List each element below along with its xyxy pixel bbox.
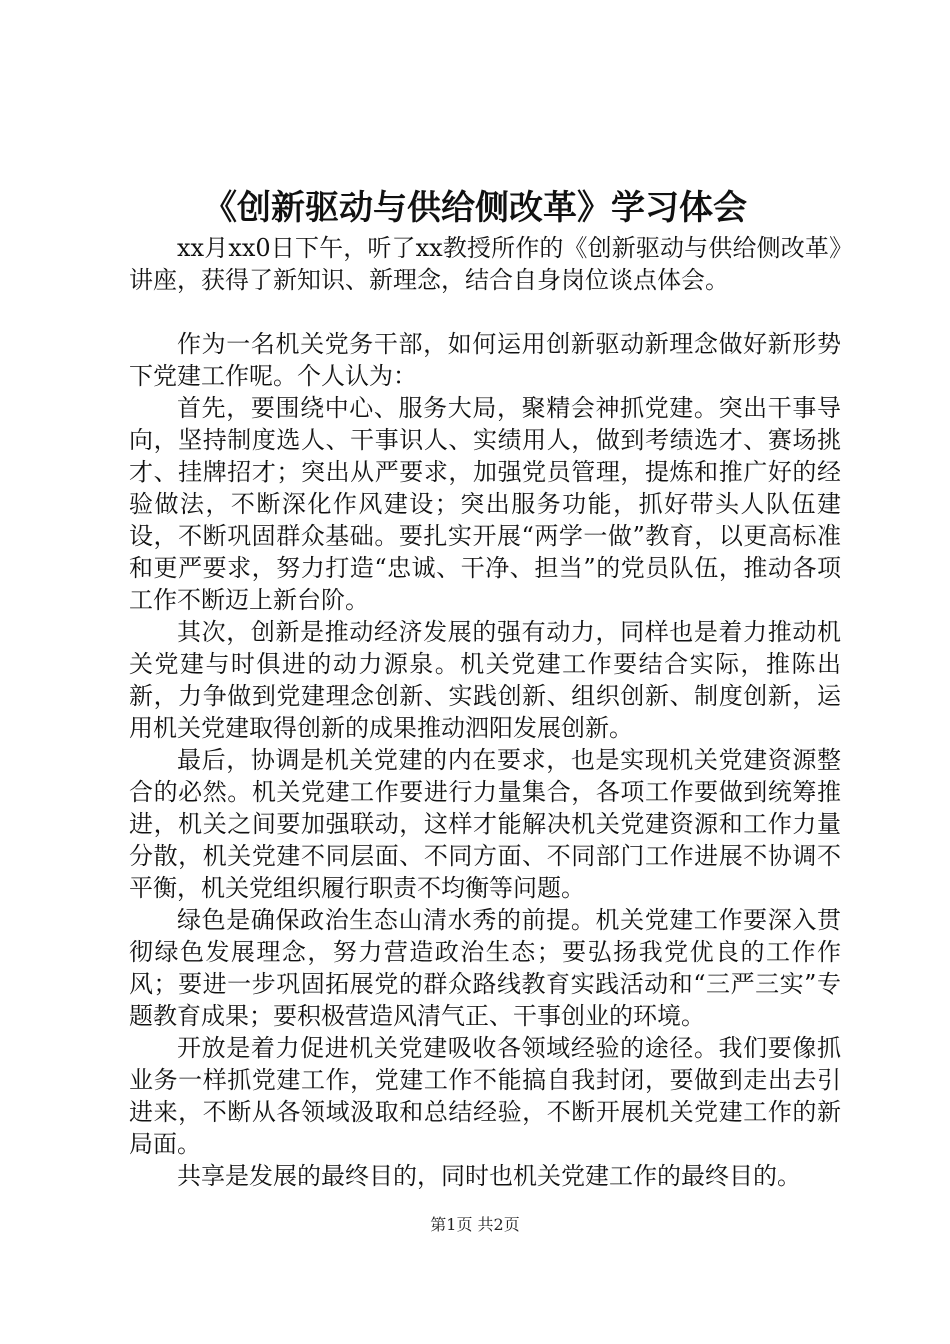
- paragraph-spacer: [129, 296, 841, 328]
- paragraph-first: 首先，要围绕中心、服务大局，聚精会神抓党建。突出干事导向，坚持制度选人、干事识人、实绩用人，做到考绩选才、赛场挑才、挂牌招才；突出从严要求，加强党员管理，提炼和推广好的经验做法，不断深化作风建设；突出服务功能，抓好带头人队伍建设，不断巩固群众基础。要扎实开展“两学一做”教育，以更高标准和更严要求，努力打造“忠诚、干净、担当”的党员队伍，推动各项工作不断迈上新台阶。: [129, 394, 841, 614]
- paragraph-green: 绿色是确保政治生态山清水秀的前提。机关党建工作要深入贯彻绿色发展理念，努力营造政治生态；要弘扬我党优良的工作作风；要进一步巩固拓展党的群众路线教育实践活动和“三严三实”专题教育成果；要积极营造风清气正、干事创业的环境。: [129, 906, 841, 1030]
- paragraph-open: 开放是着力促进机关党建吸收各领域经验的途径。我们要像抓业务一样抓党建工作，党建工作不能搞自我封闭，要做到走出去引进来，不断从各领域汲取和总结经验，不断开展机关党建工作的新局面。: [129, 1034, 841, 1158]
- paragraph-second: 其次，创新是推动经济发展的强有动力，同样也是着力推动机关党建与时俱进的动力源泉。机关党建工作要结合实际，推陈出新，力争做到党建理念创新、实践创新、组织创新、制度创新，运用机关党建取得创新的成果推动泗阳发展创新。: [129, 618, 841, 742]
- paragraph-share: 共享是发展的最终目的，同时也机关党建工作的最终目的。: [177, 1162, 801, 1190]
- document-title: 《创新驱动与供给侧改革》学习体会: [203, 188, 747, 228]
- paragraph-intro: xx月xx0日下午，听了xx教授所作的《创新驱动与供给侧改革》讲座，获得了新知识、新理念，结合自身岗位谈点体会。: [129, 234, 841, 294]
- paragraph-question: 作为一名机关党务干部，如何运用创新驱动新理念做好新形势下党建工作呢。个人认为：: [129, 330, 841, 390]
- paragraph-finally: 最后，协调是机关党建的内在要求，也是实现机关党建资源整合的必然。机关党建工作要进行力量集合，各项工作要做到统筹推进，机关之间要加强联动，这样才能解决机关党建资源和工作力量分散，机关党建不同层面、不同方面、不同部门工作进展不协调不平衡，机关党组织履行职责不均衡等问题。: [129, 746, 841, 902]
- page-number-footer: 第1页 共2页: [430, 1215, 520, 1234]
- document-body: [129, 232, 841, 1192]
